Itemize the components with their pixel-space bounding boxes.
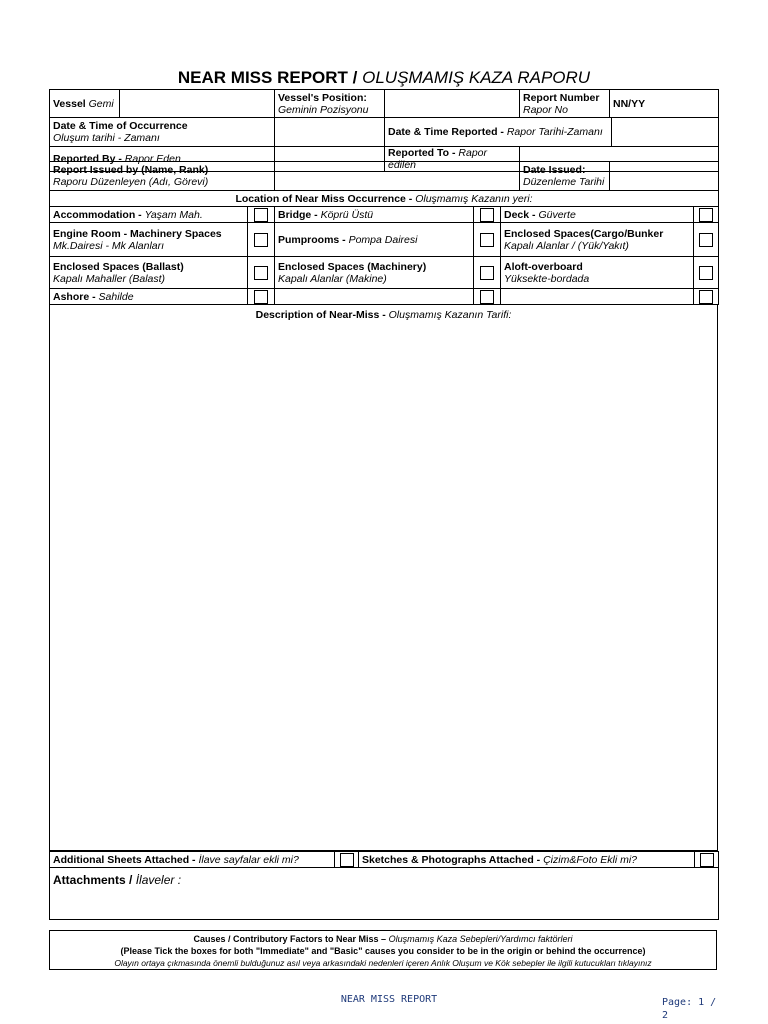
- vessel-field[interactable]: [120, 90, 275, 118]
- report-number-value[interactable]: NN/YY: [610, 90, 719, 118]
- ashore-label: Ashore -: [53, 290, 96, 303]
- enclosed-machinery-checkbox[interactable]: [474, 257, 501, 289]
- causes-title-sub: Oluşmamış Kaza Sebepleri/Yardımcı faktörleri: [388, 934, 573, 944]
- description-label: Description of Near-Miss -: [255, 309, 386, 321]
- enclosed-cargo-sub: Kapalı Alanlar / (Yük/Yakıt): [504, 239, 629, 252]
- occurrence-field[interactable]: [275, 118, 385, 147]
- header-table-4: [49, 161, 719, 191]
- sheets-checkbox[interactable]: [335, 852, 359, 868]
- description-sub: Oluşmamış Kazanın Tarifi:: [388, 309, 512, 321]
- accommodation-cell: [50, 207, 248, 223]
- location-heading: [50, 191, 719, 207]
- engine-sub: Mk.Dairesi - Mk Alanları: [53, 239, 165, 252]
- reported-field[interactable]: [612, 118, 719, 147]
- aloft-label: Aloft-overboard: [504, 260, 583, 273]
- report-number-sub: Rapor No: [523, 103, 568, 116]
- enclosed-machinery-cell: [275, 257, 474, 289]
- deck-cell: [501, 207, 694, 223]
- ashore-sub: Sahilde: [98, 290, 134, 303]
- engine-label: Engine Room - Machinery Spaces: [53, 227, 222, 240]
- issued-by-label-cell: [50, 162, 275, 191]
- vessel-label-cell: [50, 90, 120, 118]
- empty-checkbox-2[interactable]: [694, 289, 719, 305]
- causes-line-3: Olayın ortaya çıkmasında önemli bulduğunuz asıl veya arkasındaki nedenleri içeren Anlık Oluşum ve Kök sebepler ile ilgili kutucukları tıklayınız: [114, 958, 652, 968]
- causes-box: [49, 930, 717, 970]
- attachments-sub: İlaveler :: [135, 873, 182, 887]
- reported-label-cell: [385, 118, 612, 147]
- bridge-sub: Köprü Üstü: [320, 208, 374, 221]
- attachments-cell[interactable]: [50, 868, 719, 920]
- aloft-cell: [501, 257, 694, 289]
- enclosed-ballast-label: Enclosed Spaces (Ballast): [53, 260, 184, 273]
- ashore-checkbox[interactable]: [248, 289, 275, 305]
- footer-title: NEAR MISS REPORT: [340, 994, 438, 1005]
- bridge-cell: [275, 207, 474, 223]
- date-issued-label: Date Issued:: [523, 164, 586, 176]
- deck-label: Deck -: [504, 208, 536, 221]
- bridge-checkbox[interactable]: [474, 207, 501, 223]
- sketches-checkbox[interactable]: [695, 852, 719, 868]
- empty-checkbox-1[interactable]: [474, 289, 501, 305]
- description-box[interactable]: [49, 305, 718, 851]
- sheets-label: Additional Sheets Attached -: [53, 853, 196, 866]
- occurrence-label: Date & Time of Occurrence: [53, 120, 188, 132]
- deck-sub: Güverte: [538, 208, 576, 221]
- accommodation-label: Accommodation -: [53, 208, 142, 221]
- empty-cell-2: [501, 289, 694, 305]
- enclosed-machinery-label: Enclosed Spaces (Machinery): [278, 260, 427, 273]
- engine-checkbox[interactable]: [248, 223, 275, 257]
- date-issued-sub: Düzenleme Tarihi: [523, 176, 605, 188]
- accommodation-checkbox[interactable]: [248, 207, 275, 223]
- causes-line-1: [50, 933, 716, 945]
- occurrence-sub: Oluşum tarihi - Zamanı: [53, 132, 160, 144]
- date-issued-label-cell: [520, 162, 610, 191]
- report-number-label: Report Number: [523, 91, 600, 104]
- occurrence-label-cell: [50, 118, 275, 147]
- vessel-label: Vessel: [53, 97, 86, 110]
- enclosed-cargo-checkbox[interactable]: [694, 223, 719, 257]
- position-field[interactable]: [385, 90, 520, 118]
- enclosed-ballast-checkbox[interactable]: [248, 257, 275, 289]
- position-label: Vessel's Position:: [278, 91, 367, 104]
- issued-by-field[interactable]: [275, 162, 520, 191]
- pumprooms-sub: Pompa Dairesi: [348, 233, 418, 246]
- position-label-cell: [275, 90, 385, 118]
- reported-by-sub: Rapor Eden: [124, 153, 181, 165]
- title-sub: OLUŞMAMIŞ KAZA RAPORU: [362, 68, 591, 87]
- enclosed-ballast-sub: Kapalı Mahaller (Balast): [53, 272, 166, 285]
- report-number-label-cell: [520, 90, 610, 118]
- header-table-2: [49, 117, 719, 147]
- sheets-sub: İlave sayfalar ekli mi?: [198, 853, 299, 866]
- pumprooms-cell: [275, 223, 474, 257]
- engine-cell: [50, 223, 248, 257]
- aloft-checkbox[interactable]: [694, 257, 719, 289]
- location-heading-sub: Oluşmamış Kazanın yeri:: [415, 192, 533, 205]
- issued-by-sub: Raporu Düzenleyen (Adı, Görevi): [53, 176, 209, 188]
- causes-line-2: (Please Tick the boxes for both "Immediate" and "Basic" causes you consider to be in the origin or behind the occurrence): [120, 946, 646, 956]
- position-sub: Geminin Pozisyonu: [278, 103, 369, 116]
- pumprooms-checkbox[interactable]: [474, 223, 501, 257]
- vessel-sub: Gemi: [88, 97, 114, 110]
- sketches-cell: [359, 852, 695, 868]
- issued-by-label: Report Issued by (Name, Rank): [53, 164, 209, 176]
- enclosed-cargo-label: Enclosed Spaces(Cargo/Bunker: [504, 227, 664, 240]
- footer-page: Page: 1 / 2: [662, 997, 717, 1021]
- deck-checkbox[interactable]: [694, 207, 719, 223]
- sheets-cell: [50, 852, 335, 868]
- reported-to-sub: Rapor edilen: [388, 147, 487, 171]
- aloft-sub: Yüksekte-bordada: [504, 272, 590, 285]
- sketches-sub: Çizim&Foto Ekli mi?: [543, 853, 638, 866]
- causes-title: Causes / Contributory Factors to Near Miss –: [193, 934, 387, 944]
- date-issued-field[interactable]: [610, 162, 719, 191]
- enclosed-ballast-cell: [50, 257, 248, 289]
- ashore-cell: [50, 289, 248, 305]
- enclosed-cargo-cell: [501, 223, 694, 257]
- sketches-label: Sketches & Photographs Attached -: [362, 853, 541, 866]
- reported-by-label: Reported By -: [53, 153, 122, 165]
- reported-sub: Rapor Tarihi-Zamanı: [506, 126, 603, 138]
- header-table: [49, 89, 719, 118]
- accommodation-sub: Yaşam Mah.: [144, 208, 203, 221]
- pumprooms-label: Pumprooms -: [278, 233, 346, 246]
- bridge-label: Bridge -: [278, 208, 318, 221]
- empty-cell-1: [275, 289, 474, 305]
- location-table: [49, 190, 719, 305]
- attachments-table: [49, 851, 719, 920]
- location-heading-label: Location of Near Miss Occurrence -: [235, 192, 413, 205]
- attachments-label: Attachments /: [53, 873, 133, 887]
- form-title: [0, 68, 768, 88]
- reported-to-label: Reported To -: [388, 147, 456, 159]
- enclosed-machinery-sub: Kapalı Alanlar (Makine): [278, 272, 387, 285]
- description-heading: [50, 305, 717, 321]
- reported-label: Date & Time Reported -: [388, 126, 504, 138]
- title-main: NEAR MISS REPORT /: [177, 68, 358, 87]
